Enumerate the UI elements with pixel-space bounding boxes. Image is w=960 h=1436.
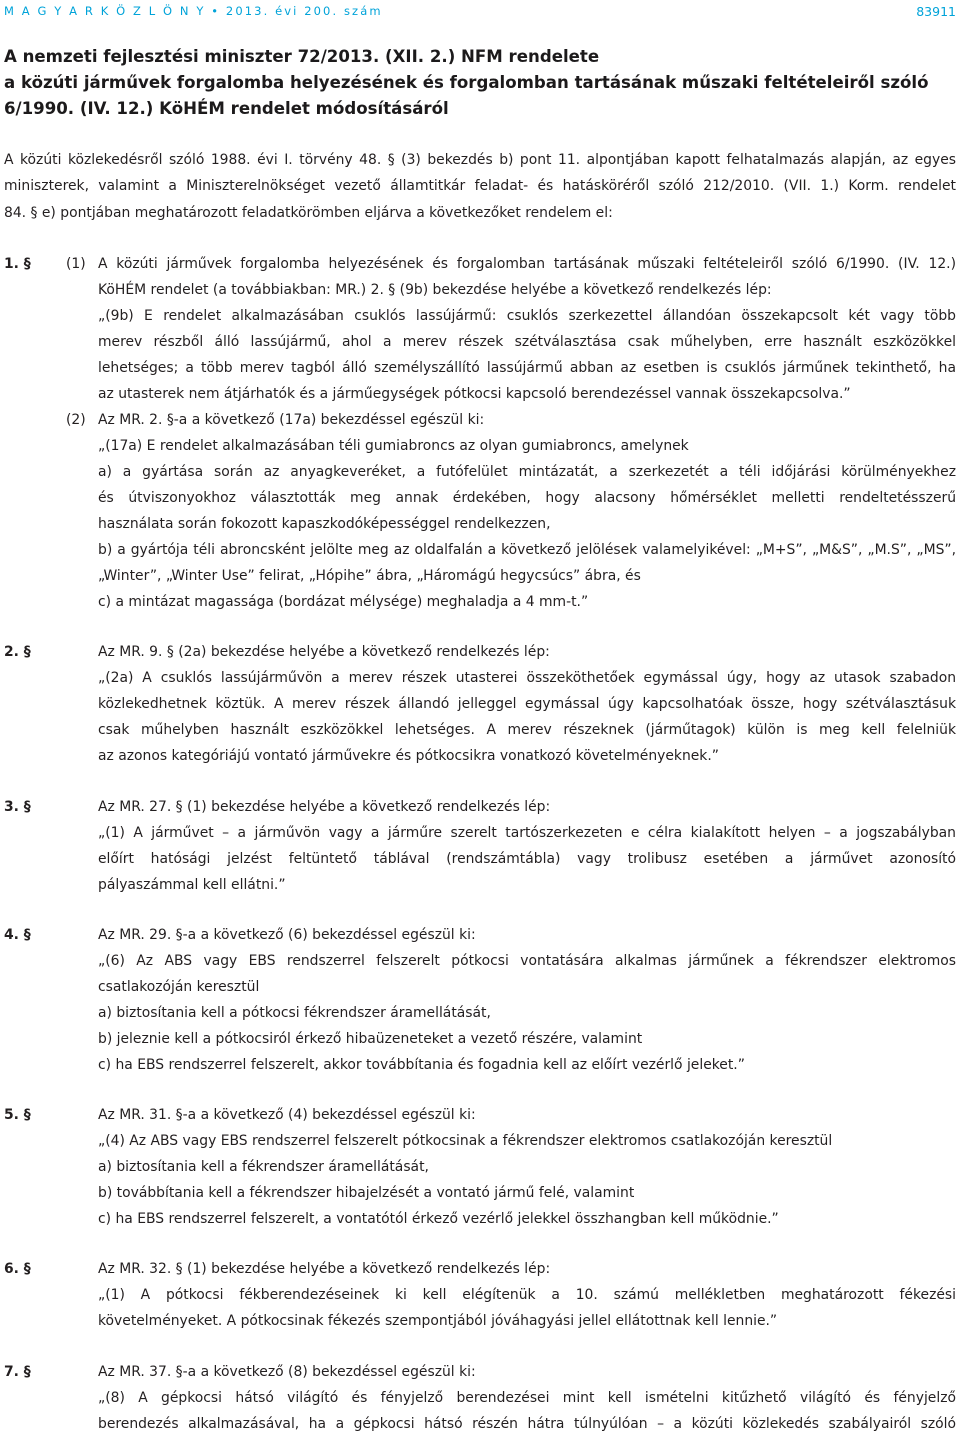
section-line: merev részből álló lassújármű, ahol a merev részek szétválasztása csak műhelyben, erre használt eszközökkel [98,334,956,350]
section-line: „(6) Az ABS vagy EBS rendszerrel felszerelt pótkocsi vontatására alkalmas járműnek a fékrendszer elektromos [98,953,956,969]
section-line: a) a gyártása során az anyagkeveréket, a futófelület mintázatát, a szerkezetét a téli időjárási körülményekhez [98,464,956,480]
section-line: csatlakozóján keresztül [98,979,260,995]
section-line: „(1) A járművet – a járművön vagy a járműre szerelt tartószerkezeten e célra kialakított helyen – a jogszabályban [98,825,956,841]
section-line: Az MR. 27. § (1) bekezdése helyébe a következő rendelkezés lép: [98,799,551,815]
section-line: az azonos kategóriájú vontató járművekre és pótkocsikra vonatkozó követelményeknek.” [98,748,719,764]
page-number: 83911 [916,4,956,19]
preamble-line: 84. § e) pontjában meghatározott feladatkörömben eljárva a következőket rendelem el: [4,205,613,221]
page-header [4,4,956,18]
title-line: A nemzeti fejlesztési miniszter 72/2013. (XII. 2.) NFM rendelete [4,47,600,66]
paragraph-number: (1) [66,256,86,272]
section-line: és útviszonyokhoz választották meg annak érdekében, hogy alacsony hőmérséklet melletti rendeltetésszerű [98,490,956,506]
section-line: „(9b) E rendelet alkalmazásában csuklós lassújármű: csuklós szerkezettel állandóan összekapcsolt két vagy több [98,308,956,324]
section-line: Az MR. 32. § (1) bekezdése helyébe a következő rendelkezés lép: [98,1261,551,1277]
section-line: az utasterek nem átjárhatók és a járműegységek pótkocsi kapcsoló berendezéssel vannak összekapcsolva.” [98,386,851,402]
section-number: 4. § [4,927,31,943]
section-line: a) biztosítania kell a pótkocsi fékrendszer áramellátását, [98,1005,491,1021]
section-number: 7. § [4,1364,31,1380]
section-line: „(17a) E rendelet alkalmazásában téli gumiabroncs az olyan gumiabroncs, amelynek [98,438,689,454]
preamble-line: miniszterek, valamint a Miniszterelnökséget vezető államtitkár feladat- és hatásköréről szóló 212/2010. (VII. 1.) Korm. rendelet [4,178,956,194]
section-line: A közúti járművek forgalomba helyezésének és forgalomban tartásának műszaki feltételeiről szóló 6/1990. (IV. 12.) [98,256,956,272]
section-line: Az MR. 2. §-a a következő (17a) bekezdéssel egészül ki: [98,412,485,428]
section-line: „(2a) A csuklós lassújárművön a merev részek utasterei összeköthetőek egymással úgy, hogy az utasok szabadon [98,670,956,686]
section-line: közlekedhetnek köztük. A merev részek állandó jelleggel egymással úgy kapcsolhatóak össze, hogy szétválasztásuk [98,696,956,712]
title-line: a közúti járművek forgalomba helyezésének és forgalomban tartásának műszaki feltételeiről szóló [4,73,929,92]
section-line: „(4) Az ABS vagy EBS rendszerrel felszerelt pótkocsinak a fékrendszer elektromos csatlakozóján keresztül [98,1133,833,1149]
section-line: előírt hatósági jelzést feltüntető táblával (rendszámtábla) vagy trolibusz esetében a járművet azonosító [98,851,956,867]
section-line: KöHÉM rendelet (a továbbiakban: MR.) 2. § (9b) bekezdése helyébe a következő rendelkezés lép: [98,282,772,298]
decree-title [4,44,944,122]
section-line: c) ha EBS rendszerrel felszerelt, a vontatótól érkező vezérlő jelekkel összhangban kell működnie.” [98,1211,779,1227]
section-line: Az MR. 9. § (2a) bekezdése helyébe a következő rendelkezés lép: [98,644,550,660]
section-line: c) ha EBS rendszerrel felszerelt, akkor továbbítania és fogadnia kell az előírt vezérlő jeleket.” [98,1057,745,1073]
preamble-line: A közúti közlekedésről szóló 1988. évi I. törvény 48. § (3) bekezdés b) pont 11. alpontjában kapott felhatalmazás alapján, az egyes [4,152,956,168]
section-line: b) jeleznie kell a pótkocsiról érkező hibaüzeneteket a vezető részére, valamint [98,1031,643,1047]
section-line: b) továbbítania kell a fékrendszer hibajelzését a vontató jármű felé, valamint [98,1185,635,1201]
section-line: használata során fokozott kapaszkodóképességgel rendelkezzen, [98,516,551,532]
section-line: c) a mintázat magassága (bordázat mélysége) meghaladja a 4 mm-t.” [98,594,589,610]
section-line: követelményeket. A pótkocsinak fékezés szempontjából jóváhagyási jellel ellátottnak kell lennie.” [98,1313,778,1329]
section-number: 3. § [4,799,31,815]
section-number: 2. § [4,644,31,660]
section-line: „(8) A gépkocsi hátsó világító és fényjelző berendezései mint kell ismételni kitűzhető világító és fényjelző [98,1390,956,1406]
journal-title: M A G Y A R K Ö Z L Ö N Y • 2013. évi 200. szám [4,4,383,18]
section-line: csak műhelyben használt eszközökkel lehetséges. A merev részeknek (járműtagok) külön is meg kell felelniük [98,722,956,738]
section-line: „(1) A pótkocsi fékberendezéseinek ki kell elégítenük a 10. számú mellékletben meghatározott fékezési [98,1287,956,1303]
section-line: lehetséges; a több merev tagból álló személyszállító lassújármű abban az esetben is csuklós járműnek tekinthető, ha [98,360,956,376]
section-line: „Winter”, „Winter Use” felirat, „Hópihe” ábra, „Háromágú hegycsúcs” ábra, és [98,568,641,584]
section-line: Az MR. 37. §-a a következő (8) bekezdéssel egészül ki: [98,1364,476,1380]
section-line: Az MR. 31. §-a a következő (4) bekezdéssel egészül ki: [98,1107,476,1123]
title-line: 6/1990. (IV. 12.) KöHÉM rendelet módosításáról [4,99,449,118]
section-number: 6. § [4,1261,31,1277]
section-number: 5. § [4,1107,31,1123]
section-line: pályaszámmal kell ellátni.” [98,877,286,893]
section-line: Az MR. 29. §-a a következő (6) bekezdéssel egészül ki: [98,927,476,943]
paragraph-number: (2) [66,412,86,428]
section-number: 1. § [4,256,31,272]
section-line: b) a gyártója téli abroncsként jelölte meg az oldalfalán a következő jelölések valamelyikével: „M+S”, „M&S”, „M.S”, „MS”, [98,542,956,558]
section-line: berendezés alkalmazásával, ha a gépkocsi hátsó részén hátra túlnyúlóan – a közúti közlekedés szabályairól szóló [98,1416,956,1432]
section-line: a) biztosítania kell a fékrendszer áramellátását, [98,1159,429,1175]
